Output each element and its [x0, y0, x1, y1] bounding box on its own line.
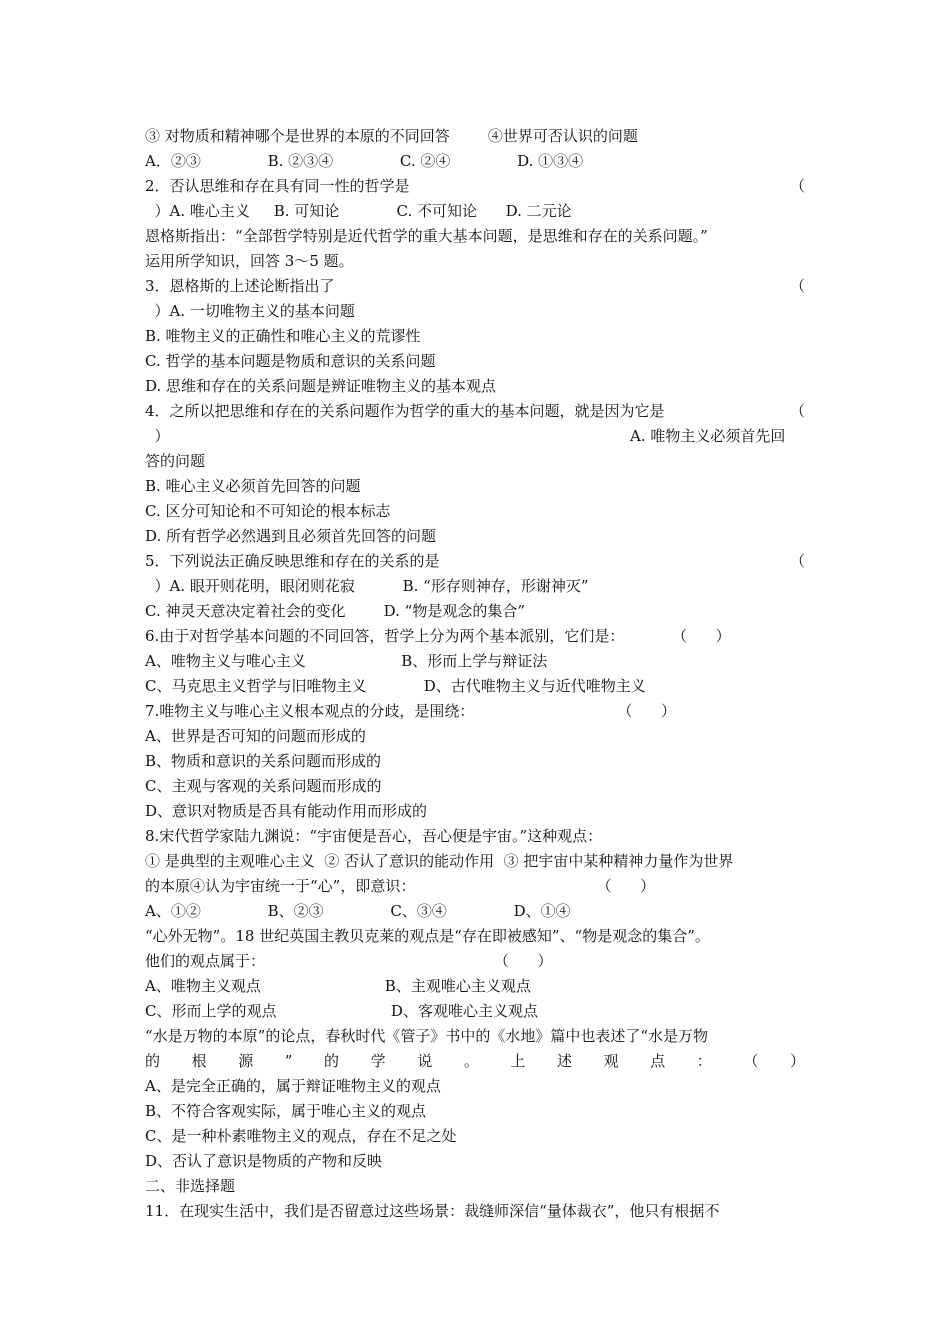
char: 源: [238, 1052, 254, 1070]
text-line: ）A. 一切唯物主义的基本问题: [145, 302, 355, 320]
text-line: B、不符合客观实际，属于唯心主义的观点: [145, 1102, 427, 1120]
char: 的: [145, 1052, 161, 1070]
question-2: 2．否认思维和存在具有同一性的哲学是: [145, 177, 410, 195]
text-line: ）A. 唯心主义 B. 可知论 C. 不可知论 D. 二元论: [145, 202, 572, 220]
question-5: 5．下列说法正确反映思维和存在的关系的是: [145, 552, 440, 570]
text-line: C. 区分可知论和不可知论的根本标志: [145, 502, 391, 520]
text-line: D、否认了意识是物质的产物和反映: [145, 1152, 383, 1170]
text-line: C、是一种朴素唯物主义的观点，存在不足之处: [145, 1127, 457, 1145]
option-text: A. 唯物主义必须首先回: [630, 427, 786, 445]
text-line: B. 唯心主义必须首先回答的问题: [145, 477, 361, 495]
text-line: D. 所有哲学必然遇到且必须首先回答的问题: [145, 527, 437, 545]
text-line: C. 哲学的基本问题是物质和意识的关系问题: [145, 352, 436, 370]
question-10: “水是万物的本原”的论点，春秋时代《管子》书中的《水地》篇中也表述了“水是万物: [145, 1027, 709, 1045]
text-line: B、物质和意识的关系问题而形成的: [145, 752, 382, 770]
text-line: 答的问题: [145, 452, 206, 470]
text-line: A、①② B、②③ C、③④ D、①④: [145, 902, 571, 920]
section-heading: 二、非选择题: [145, 1177, 236, 1195]
question-11: 11．在现实生活中，我们是否留意过这些场景：裁缝师深信“量体裁衣”，他只有根据不: [145, 1202, 720, 1220]
question-8: 8.宋代哲学家陆九渊说：“宇宙便是吾心，吾心便是宇宙。”这种观点：: [145, 827, 603, 845]
text-line: 恩格斯指出：“全部哲学特别是近代哲学的重大基本问题，是思维和存在的关系问题。”: [145, 227, 708, 245]
answer-paren: （: [790, 277, 806, 295]
text-line: A、唯物主义与唯心主义 B、形而上学与辩证法: [145, 652, 548, 670]
char: 述: [557, 1052, 573, 1070]
char: 学: [370, 1052, 386, 1070]
text-line: A、是完全正确的，属于辩证唯物主义的观点: [145, 1077, 441, 1095]
text-line: C、马克思主义哲学与旧唯物主义 D、古代唯物主义与近代唯物主义: [145, 677, 646, 695]
question-3: 3．恩格斯的上述论断指出了: [145, 277, 335, 295]
answer-paren: （: [790, 177, 806, 195]
text-line: C、形而上学的观点 D、客观唯心主义观点: [145, 1002, 538, 1020]
question-7: 7.唯物主义与唯心主义根本观点的分歧，是围绕： （ ）: [145, 702, 676, 720]
text-line: D. 思维和存在的关系问题是辨证唯物主义的基本观点: [145, 377, 497, 395]
question-9: “心外无物”。18 世纪英国主教贝克莱的观点是“存在即被感知”、“物是观念的集合”。: [145, 927, 710, 945]
char: ：: [696, 1052, 712, 1070]
text-line: C. 神灵天意决定着社会的变化 D. “物是观念的集合”: [145, 602, 525, 620]
char: 。: [463, 1052, 479, 1070]
char: 上: [510, 1052, 526, 1070]
text-line: ）A. 眼开则花明，眼闭则花寂 B. “形存则神存，形谢神灭”: [145, 577, 589, 595]
text-line: B. 唯物主义的正确性和唯心主义的荒谬性: [145, 327, 421, 345]
text-line: ）: [145, 427, 170, 445]
char: ）: [789, 1052, 805, 1070]
text-line: A．②③ B. ②③④ C. ②④ D. ①③④: [145, 152, 584, 170]
text-line: C、主观与客观的关系问题而形成的: [145, 777, 382, 795]
text-line: D、意识对物质是否具有能动作用而形成的: [145, 802, 428, 820]
text-line: ③ 对物质和精神哪个是世界的本原的不同回答 ④世界可否认识的问题: [145, 127, 638, 145]
question-6: 6.由于对哲学基本问题的不同回答，哲学上分为两个基本派别，它们是： （ ）: [145, 627, 731, 645]
char: （: [743, 1052, 759, 1070]
char: 的: [324, 1052, 340, 1070]
text-line: 的本原④认为宇宙统一于“心”，即意识： （ ）: [145, 877, 656, 895]
char: 点: [650, 1052, 666, 1070]
char: ”: [284, 1052, 293, 1070]
text-line: 他们的观点属于： （ ）: [145, 952, 553, 970]
char: 说: [417, 1052, 433, 1070]
text-line: A、唯物主义观点 B、主观唯心主义观点: [145, 977, 531, 995]
text-line: 运用所学知识，回答 3～5 题。: [145, 252, 354, 270]
answer-paren: （: [790, 402, 806, 420]
question-4: 4．之所以把思维和存在的关系问题作为哲学的重大的基本问题，就是因为它是: [145, 402, 665, 420]
justified-line: [145, 1049, 805, 1074]
char: 观: [603, 1052, 619, 1070]
char: 根: [191, 1052, 207, 1070]
answer-paren: （: [790, 552, 806, 570]
text-line: A、世界是否可知的问题而形成的: [145, 727, 366, 745]
text-line: ① 是典型的主观唯心主义 ② 否认了意识的能动作用 ③ 把宇宙中某种精神力量作为世界: [145, 852, 734, 870]
